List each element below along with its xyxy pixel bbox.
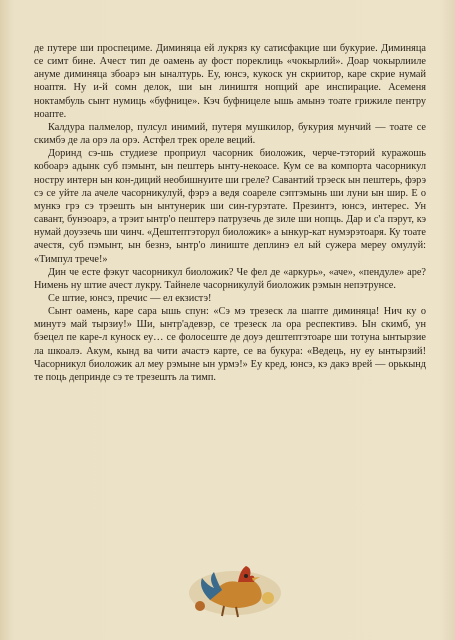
paragraph: де путере ши проспецимe. Диминяца ей лукряз ку сатисфакцие ши букурие. Диминяца се симт бине. Ачест тип де оамень ау фост пореклиць «чокырлий». Доар чокырлииле ануме диминяца збоарэ ын ынaлтурь. Еу, юнсэ, кукоск ун скриитор, каре скрие нумай ноаптя. Ну и-й сомн делок, ши ын лиништя нопций аре инспирацие. Асеменя ноктамбуль сынт нумиць «буфнице». Кэч буфницеле ышь амынэ тоате грижиле пентру ноапте.	[34, 43, 426, 120]
paragraph: Дин че есте фэкут часорникул биоложик? Че фел де «аркурь», «аче», «пендуле» аре? Нимень ну штие ачест лукру. Тайнеле часорникулуй биоложик рэмын непэтрунсе.	[34, 266, 426, 291]
paragraph: Доринд сэ-шь студиезе проприул часорник биоложик, черче-тэторий куражошь кобоарэ адынк суб пэмынт, ын пештерь ынту-некоасе. Кум се ва компорта часорникул ностру интерн ын кон-диций необишнуите ши греле? Савантий трэеск ын пештерь, фэрэ сэ се уйте ла ачеле часорникулуй, фэрэ а ведя соареле сэптэмынь ши луни ын шир. Е о мункэ грэ сэ трэешть ын ынтунерик ши син-гурэтате. Презинтэ, юнсэ, интерес. Ун савант, бунэоарэ, а трэит ынтр'о пештерэ патрузечь де зиле ши нопць. Дар и с'а пэрут, кэ нумай доуэзечь ши чинч. «Дештептэторул биоложик» а ынкур-кат нумэрэтоаря. Ку тоате ачестя, суб пэмынт, ын безнэ, ынтр'о линиште деплинэ ел ый сужера мереу омулуй: «Тимпул тречe!»	[34, 148, 426, 265]
paragraph: Се штие, юнсэ, пречис — ел екзистэ!	[48, 292, 212, 304]
paragraph: Сынт оамень, каре сара ышь спун: «Сэ мэ трезеск ла шапте диминяца! Нич ку о минутэ май тырзиу!» Ши, ынтр'адевэр, се трезеск ла ора респективэ. Ын скимб, ун бэецел пе каре-л кунoск еу… се фолосеште де доуэ дештептэтоаре ши тотуна ынтырзие ла шкоалэ. Акум, кынд ва чити ачастэ карте, се ва букура: «Ведець, ну еу ынтырзий! Часорникул биоложик ал меу рэмыне ын урмэ!» Еу кред, юнсэ, кэ дакэ врей — орькынд те поць депринде сэ те трезешть ла тимп.	[34, 306, 426, 383]
paragraph: Калдура палмелор, пулсул инимий, путеря мушкилор, букурия мунчий — тоате се скимбэ де ла орэ ла орэ. Астфел трек ореле веций.	[34, 121, 426, 147]
rooster-illustration	[180, 548, 290, 623]
body-text	[34, 42, 426, 384]
